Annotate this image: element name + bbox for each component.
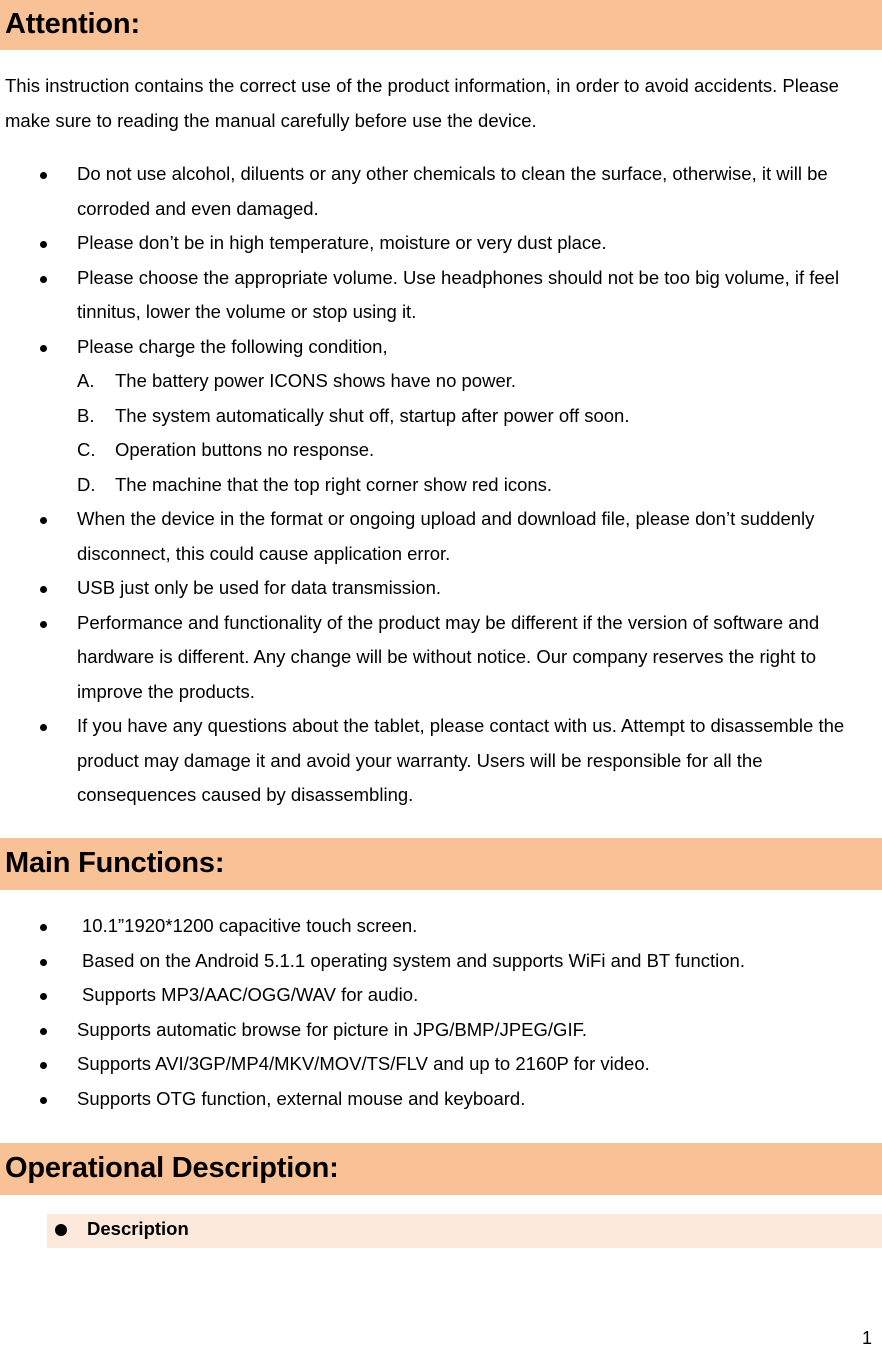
list-item <box>0 944 882 979</box>
condition-letter: B. <box>77 404 95 426</box>
list-item-text: USB just only be used for data transmission. <box>77 577 442 598</box>
list-item-text: Supports automatic browse for picture in JPG/BMP/JPEG/GIF. <box>77 1018 587 1040</box>
main-functions-heading-band <box>0 838 882 890</box>
list-item-text: Please don’t be in high temperature, moisture or very dust place. <box>77 232 607 253</box>
list-item-text: Supports OTG function, external mouse and keyboard. <box>77 1087 526 1109</box>
list-item-text: Performance and functionality of the product may be different if the version of software and hardware is different. Any change will be without notice. Our company reserves the right to improve the products. <box>77 611 820 702</box>
bullet-icon <box>40 276 47 283</box>
condition-letter: C. <box>77 439 96 460</box>
list-item <box>0 157 882 226</box>
charge-condition-item <box>0 468 882 503</box>
list-item <box>0 709 882 813</box>
operational-heading-band <box>0 1143 882 1195</box>
condition-letter: D. <box>77 473 96 495</box>
bullet-icon <box>40 993 47 1000</box>
list-item <box>0 606 882 710</box>
list-item <box>0 226 882 261</box>
list-item <box>0 1013 882 1048</box>
list-item-text: If you have any questions about the tablet, please contact with us. Attempt to disassemble the product may damage it and avoid your warranty. Users will be responsible for all the consequences caused by disassembling. <box>77 715 845 805</box>
description-subheading-bar <box>47 1214 882 1248</box>
page-number: 1 <box>861 1328 872 1348</box>
condition-text: The machine that the top right corner show red icons. <box>115 473 553 495</box>
list-item <box>0 978 882 1013</box>
attention-heading-band <box>0 0 882 50</box>
bullet-icon <box>55 1224 67 1236</box>
bullet-icon <box>40 345 47 352</box>
attention-heading: Attention: <box>5 8 140 40</box>
list-item-text: Supports MP3/AAC/OGG/WAV for audio. <box>82 984 419 1005</box>
list-item-text: When the device in the format or ongoing upload and download file, please don’t suddenly disconnect, this could cause application error. <box>77 508 815 564</box>
condition-text: The system automatically shut off, startup after power off soon. <box>115 404 630 426</box>
bullet-icon <box>40 586 47 593</box>
bullet-icon <box>40 959 47 966</box>
bullet-icon <box>40 172 47 179</box>
list-item <box>0 330 882 365</box>
description-subheading: Description <box>87 1218 189 1239</box>
attention-bullet-list <box>0 157 882 813</box>
bullet-icon <box>40 1028 47 1035</box>
list-item <box>0 502 882 571</box>
attention-intro: This instruction contains the correct use of the product information, in order to avoid accidents. Please make sure to reading the manual carefully before use the device. <box>5 75 839 131</box>
bullet-icon <box>40 517 47 524</box>
condition-letter: A. <box>77 370 95 391</box>
bullet-icon <box>40 621 47 628</box>
condition-text: Operation buttons no response. <box>115 439 375 460</box>
list-item-text: Please charge the following condition, <box>77 335 388 357</box>
list-item-text: Supports AVI/3GP/MP4/MKV/MOV/TS/FLV and up to 2160P for video. <box>77 1053 650 1074</box>
condition-text: The battery power ICONS shows have no power. <box>115 370 517 391</box>
operational-heading: Operational Description: <box>5 1152 339 1184</box>
main-functions-list <box>0 909 882 1116</box>
list-item-text: 10.1”1920*1200 capacitive touch screen. <box>82 915 418 936</box>
list-item <box>0 261 882 330</box>
charge-condition-item <box>0 399 882 434</box>
main-functions-heading: Main Functions: <box>5 847 225 879</box>
list-item <box>0 571 882 606</box>
list-item-text: Do not use alcohol, diluents or any other chemicals to clean the surface, otherwise, it will be corroded and even damaged. <box>77 163 828 219</box>
charge-condition-item <box>0 364 882 399</box>
bullet-icon <box>40 724 47 731</box>
bullet-icon <box>40 924 47 931</box>
list-item-text: Please choose the appropriate volume. Use headphones should not be too big volume, if feel tinnitus, lower the volume or stop using it. <box>77 266 840 322</box>
list-item <box>0 909 882 944</box>
charge-condition-item <box>0 433 882 468</box>
bullet-icon <box>40 1097 47 1104</box>
list-item <box>0 1082 882 1117</box>
bullet-icon <box>40 241 47 248</box>
list-item <box>0 1047 882 1082</box>
list-item-text: Based on the Android 5.1.1 operating system and supports WiFi and BT function. <box>82 949 745 971</box>
bullet-icon <box>40 1062 47 1069</box>
